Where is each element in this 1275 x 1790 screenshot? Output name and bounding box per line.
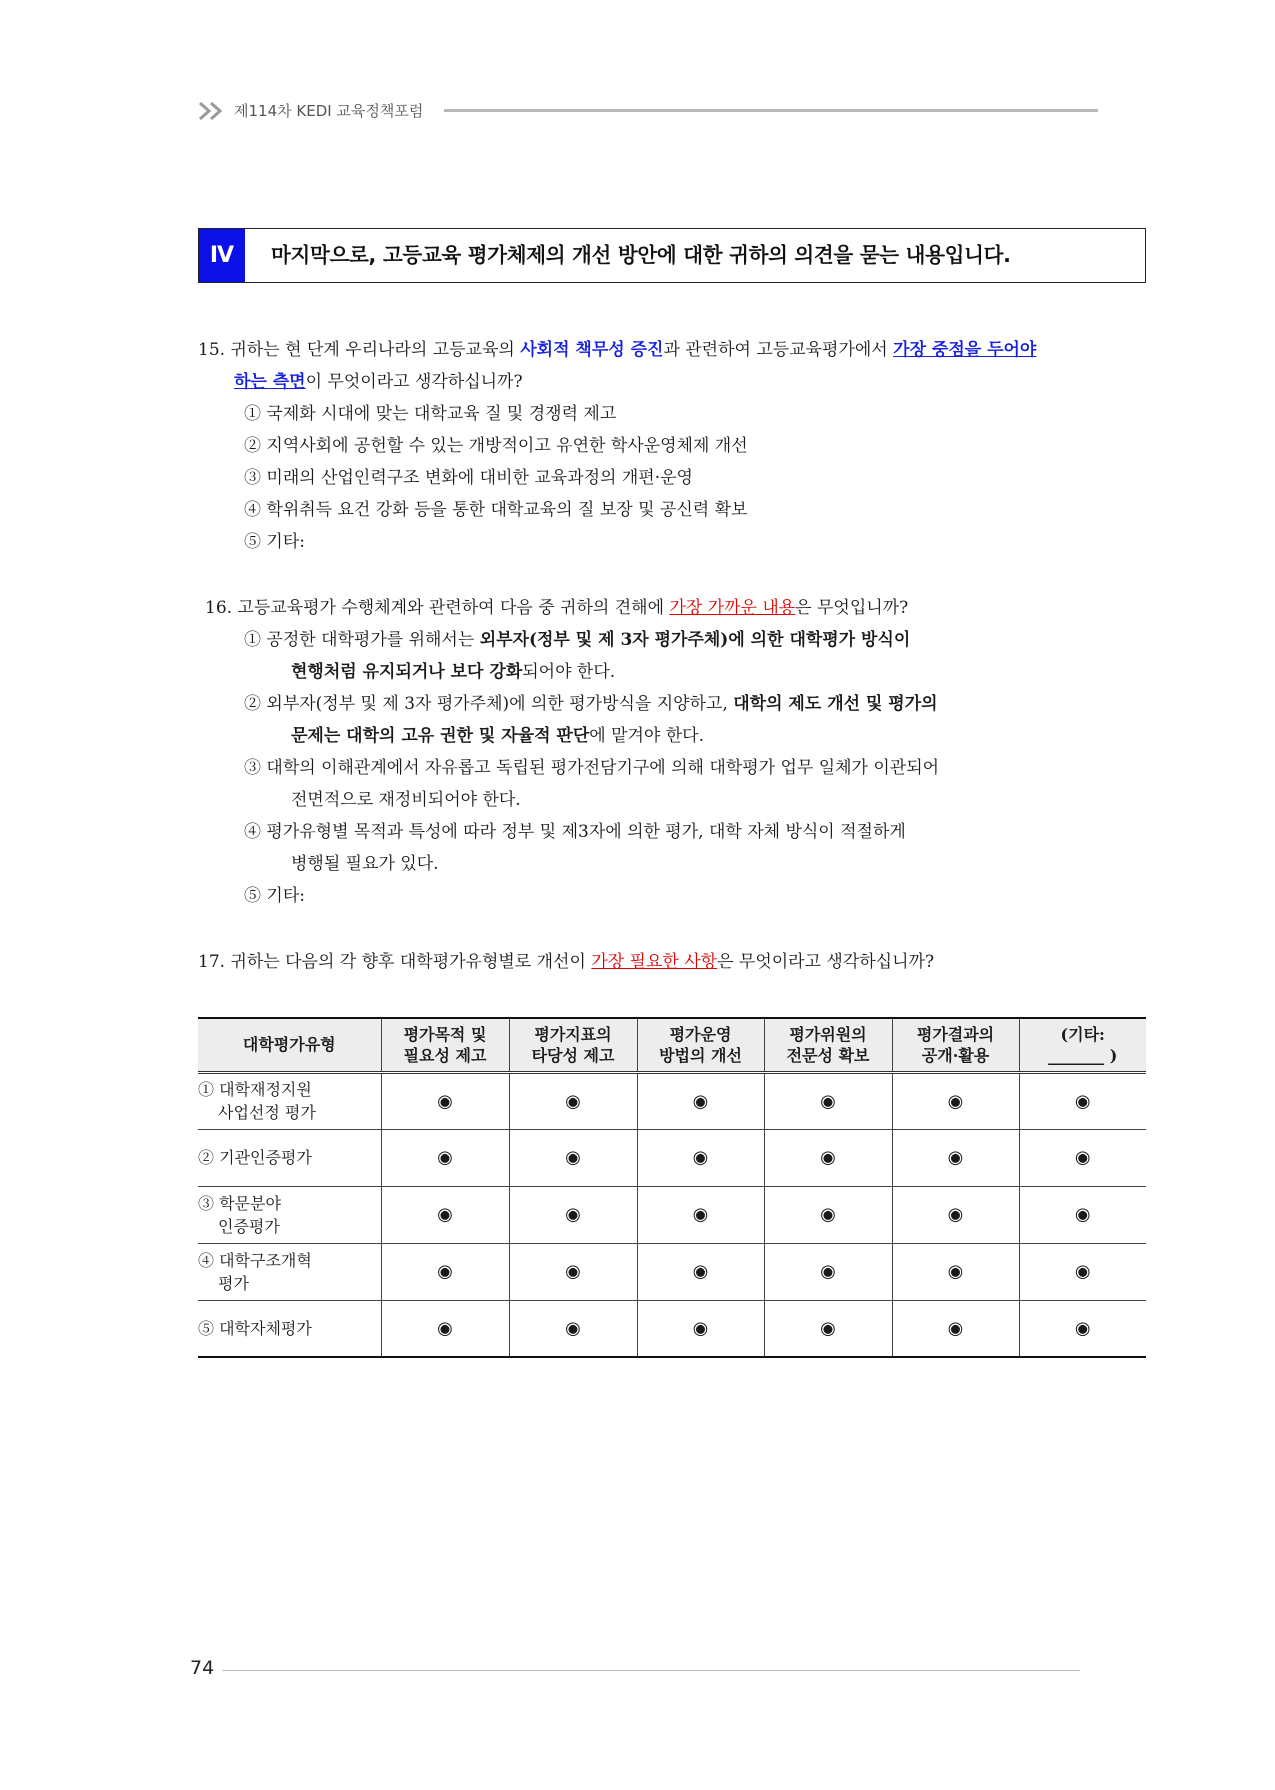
running-header bbox=[198, 98, 1098, 124]
radio-button[interactable]: ◉ bbox=[509, 1300, 637, 1357]
radio-button[interactable]: ◉ bbox=[381, 1129, 509, 1186]
evaluation-type-table bbox=[198, 1017, 1146, 1358]
row-label-text: 평가 bbox=[218, 1273, 249, 1293]
section-number: Ⅳ bbox=[199, 229, 245, 282]
header-rule bbox=[444, 109, 1098, 112]
q16-option-1-bold: 외부자(정부 및 제 3자 평가주체)에 의한 대학평가 방식이 bbox=[479, 630, 911, 650]
row-label bbox=[198, 1243, 381, 1300]
q15-option-2[interactable]: ② 지역사회에 공헌할 수 있는 개방적이고 유연한 학사운영체제 개선 bbox=[244, 436, 748, 456]
radio-button[interactable]: ◉ bbox=[764, 1186, 892, 1243]
q15-text-part: 이 무엇이라고 생각하십니까? bbox=[305, 372, 523, 392]
header-cell-other bbox=[1019, 1018, 1146, 1072]
header-text: 평가운영 bbox=[669, 1024, 732, 1044]
table-row bbox=[198, 1243, 1146, 1300]
q15-text-part: 과 관련하여 고등교육평가에서 bbox=[663, 340, 894, 360]
header-text: _______ ) bbox=[1048, 1045, 1118, 1065]
radio-button[interactable]: ◉ bbox=[892, 1072, 1019, 1129]
row-label bbox=[198, 1072, 381, 1129]
radio-button[interactable]: ◉ bbox=[764, 1300, 892, 1357]
table-row bbox=[198, 1129, 1146, 1186]
q16-highlight-closest: 가장 가까운 내용 bbox=[669, 598, 796, 618]
row-label-text: ⑤ 대학자체평가 bbox=[198, 1318, 312, 1338]
header-text: 평가위원의 bbox=[789, 1024, 867, 1044]
header-text: 타당성 제고 bbox=[531, 1045, 615, 1065]
q16-option-1-text: ① 공정한 대학평가를 위해서는 bbox=[244, 630, 480, 650]
q16-option-2-text: ② 외부자(정부 및 제 3자 평가주체)에 의한 평가방식을 지양하고, bbox=[244, 694, 734, 714]
row-label-text: ② 기관인증평가 bbox=[198, 1148, 312, 1167]
row-label bbox=[198, 1300, 381, 1357]
radio-button[interactable]: ◉ bbox=[892, 1186, 1019, 1243]
forum-title: 제114차 KEDI 교육정책포럼 bbox=[234, 102, 424, 120]
header-cell-operation bbox=[637, 1018, 764, 1072]
q17-text-part: 은 무엇이라고 생각하십니까? bbox=[717, 952, 935, 972]
radio-button[interactable]: ◉ bbox=[509, 1129, 637, 1186]
header-text: 평가지표의 bbox=[534, 1024, 612, 1044]
section-banner bbox=[198, 228, 1146, 283]
q16-option-2-text: 에 맡겨야 한다. bbox=[589, 726, 705, 746]
q15-option-3[interactable]: ③ 미래의 산업인력구조 변화에 대비한 교육과정의 개편·운영 bbox=[244, 468, 693, 488]
q16-option-1-cont bbox=[291, 657, 615, 682]
radio-button[interactable]: ◉ bbox=[892, 1300, 1019, 1357]
page-number: 74 bbox=[190, 1657, 215, 1679]
q16-question bbox=[205, 593, 908, 618]
radio-button[interactable]: ◉ bbox=[637, 1243, 764, 1300]
radio-button[interactable]: ◉ bbox=[764, 1072, 892, 1129]
footer-rule bbox=[222, 1670, 1080, 1671]
table-header-row bbox=[198, 1018, 1146, 1072]
header-cell-purpose bbox=[381, 1018, 509, 1072]
radio-button[interactable]: ◉ bbox=[637, 1129, 764, 1186]
q17-question bbox=[198, 947, 934, 972]
q15-option-5[interactable]: ⑤ 기타: bbox=[244, 532, 305, 552]
q15-highlight-emphasis: 가장 중점을 두어야 bbox=[893, 340, 1037, 360]
radio-button[interactable]: ◉ bbox=[509, 1243, 637, 1300]
radio-button[interactable]: ◉ bbox=[381, 1243, 509, 1300]
q15-highlight-aspect: 하는 측면 bbox=[234, 372, 306, 392]
radio-button[interactable]: ◉ bbox=[509, 1186, 637, 1243]
q16-option-4-cont: 병행될 필요가 있다. bbox=[291, 854, 439, 874]
table-row bbox=[198, 1186, 1146, 1243]
radio-button[interactable]: ◉ bbox=[637, 1186, 764, 1243]
header-cell-indicator bbox=[509, 1018, 637, 1072]
radio-button[interactable]: ◉ bbox=[381, 1186, 509, 1243]
radio-button[interactable]: ◉ bbox=[892, 1129, 1019, 1186]
q16-option-2-bold: 대학의 제도 개선 및 평가의 bbox=[733, 694, 938, 714]
q17-highlight-needed: 가장 필요한 사항 bbox=[591, 952, 718, 972]
q16-option-2[interactable] bbox=[244, 689, 938, 714]
q15-question-line2 bbox=[234, 367, 523, 392]
q16-option-4[interactable]: ④ 평가유형별 목적과 특성에 따라 정부 및 제3자에 의한 평가, 대학 자체 방식이 적절하게 bbox=[244, 822, 906, 842]
q15-question-line1 bbox=[198, 335, 1036, 360]
row-label-text: ③ 학문분야 bbox=[198, 1193, 281, 1213]
header-text: 필요성 제고 bbox=[403, 1045, 487, 1065]
q17-text-part: 17. 귀하는 다음의 각 향후 대학평가유형별로 개선이 bbox=[198, 952, 592, 972]
table-row bbox=[198, 1072, 1146, 1129]
header-text: 방법의 개선 bbox=[659, 1045, 742, 1065]
radio-button[interactable]: ◉ bbox=[764, 1129, 892, 1186]
radio-button[interactable]: ◉ bbox=[1019, 1072, 1146, 1129]
radio-button[interactable]: ◉ bbox=[1019, 1300, 1146, 1357]
header-text: 공개·활용 bbox=[921, 1045, 990, 1065]
row-label-text: 사업선정 평가 bbox=[218, 1103, 316, 1122]
double-chevron-icon bbox=[198, 101, 226, 121]
row-label bbox=[198, 1186, 381, 1243]
q15-option-1[interactable]: ① 국제화 시대에 맞는 대학교육 질 및 경쟁력 제고 bbox=[244, 404, 617, 424]
radio-button[interactable]: ◉ bbox=[381, 1300, 509, 1357]
q16-option-3-cont: 전면적으로 재정비되어야 한다. bbox=[291, 790, 521, 810]
row-label-text: ④ 대학구조개혁 bbox=[198, 1250, 312, 1270]
q16-option-3[interactable]: ③ 대학의 이해관계에서 자유롭고 독립된 평가전담기구에 의해 대학평가 업무 일체가 이관되어 bbox=[244, 758, 940, 778]
header-text: 대학평가유형 bbox=[242, 1035, 336, 1055]
radio-button[interactable]: ◉ bbox=[381, 1072, 509, 1129]
row-label-text: 인증평가 bbox=[218, 1216, 280, 1236]
radio-button[interactable]: ◉ bbox=[892, 1243, 1019, 1300]
header-cell-type bbox=[198, 1018, 381, 1072]
q16-option-2-cont bbox=[291, 721, 704, 746]
header-text: 평가결과의 bbox=[916, 1024, 995, 1044]
header-cell-results bbox=[892, 1018, 1019, 1072]
radio-button[interactable]: ◉ bbox=[1019, 1243, 1146, 1300]
q16-text-part: 은 무엇입니까? bbox=[795, 598, 909, 618]
table-row bbox=[198, 1300, 1146, 1357]
q15-option-4[interactable]: ④ 학위취득 요건 강화 등을 통한 대학교육의 질 보장 및 공신력 확보 bbox=[244, 500, 748, 520]
row-label bbox=[198, 1129, 381, 1186]
q15-highlight-accountability: 사회적 책무성 증진 bbox=[520, 340, 664, 360]
q16-option-2-bold: 문제는 대학의 고유 권한 및 자율적 판단 bbox=[291, 726, 590, 746]
header-text: (기타: bbox=[1060, 1024, 1105, 1044]
radio-button[interactable]: ◉ bbox=[637, 1300, 764, 1357]
radio-button[interactable]: ◉ bbox=[509, 1072, 637, 1129]
q15-text-part: 15. 귀하는 현 단계 우리나라의 고등교육의 bbox=[198, 340, 521, 360]
q16-option-1-bold: 현행처럼 유지되거나 보다 강화 bbox=[291, 662, 523, 682]
header-text: 전문성 확보 bbox=[786, 1045, 870, 1065]
radio-button[interactable]: ◉ bbox=[764, 1243, 892, 1300]
radio-button[interactable]: ◉ bbox=[637, 1072, 764, 1129]
radio-button[interactable]: ◉ bbox=[1019, 1129, 1146, 1186]
header-text: 평가목적 및 bbox=[403, 1024, 487, 1044]
q16-option-5[interactable]: ⑤ 기타: bbox=[244, 886, 305, 906]
q16-text-part: 16. 고등교육평가 수행체계와 관련하여 다음 중 귀하의 견해에 bbox=[205, 598, 670, 618]
radio-button[interactable]: ◉ bbox=[1019, 1186, 1146, 1243]
q16-option-1[interactable] bbox=[244, 625, 910, 650]
header-cell-expertise bbox=[764, 1018, 892, 1072]
row-label-text: ① 대학재정지원 bbox=[198, 1080, 312, 1099]
q16-option-1-text: 되어야 한다. bbox=[522, 662, 616, 682]
section-title: 마지막으로, 고등교육 평가체제의 개선 방안에 대한 귀하의 의견을 묻는 내용입니다. bbox=[271, 243, 1011, 267]
